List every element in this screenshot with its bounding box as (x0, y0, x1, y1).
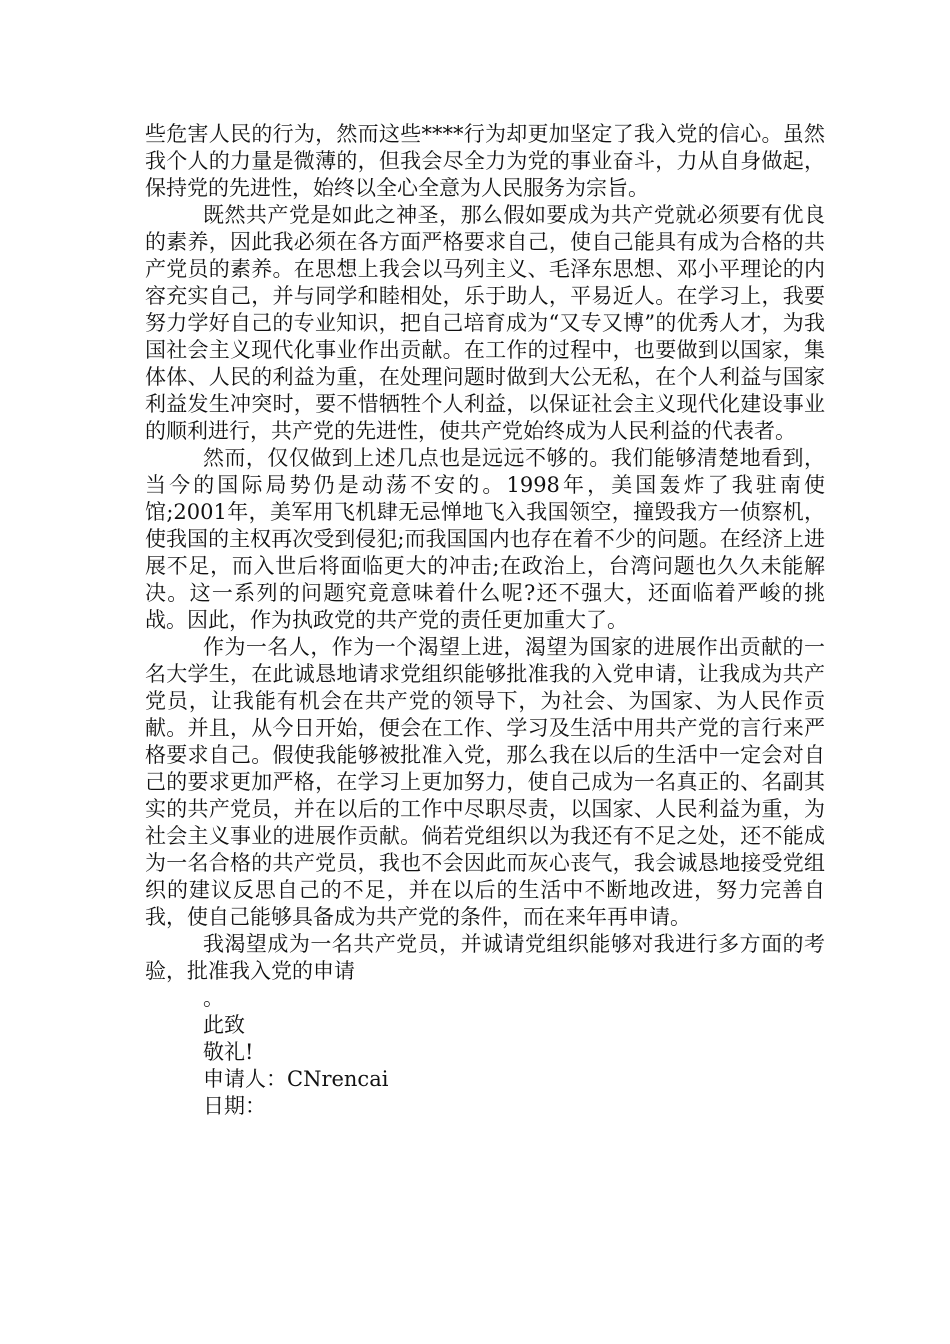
closing-period: 。 (203, 986, 224, 1010)
paragraph-qualities: 既然共产党是如此之神圣，那么假如要成为共产党就必须要有优良的素养，因此我必须在各方面严格要求自己，使自己能具有成为合格的共产党员的素养。在思想上我会以马列主义、毛泽东思想、邓小平理论的内容充实自己，并与同学和睦相处，乐于助人，平易近人。在学习上，我要努力学好自己的专业知识，把自己培育成为“又专又博”的优秀人才，为我国社会主义现代化事业作出贡献。在工作的过程中，也要做到以国家，集体体、人民的利益为重，在处理问题时做到大公无私，在个人利益与国家利益发生冲突时，要不惜牺牲个人利益，以保证社会主义现代化建设事业的顺利进行，共产党的先进性，使共产党始终成为人民利益的代表者。 (145, 203, 825, 443)
paragraph-request: 作为一名人，作为一个渴望上进，渴望为国家的进展作出贡献的一名大学生，在此诚恳地请求党组织能够批准我的入党申请，让我成为共产党员，让我能有机会在共产党的领导下，为社会、为国家、为人民作贡献。并且，从今日开始，便会在工作、学习及生活中用共产党的言行来严格要求自己。假使我能够被批准入党，那么我在以后的生活中一定会对自己的要求更加严格，在学习上更加努力，使自己成为一名真正的、名副其实的共产党员，并在以后的工作中尽职尽责，以国家、人民利益为重，为社会主义事业的进展作贡献。倘若党组织以为我还有不足之处，还不能成为一名合格的共产党员，我也不会因此而灰心丧气，我会诚恳地接受党组织的建议反思自己的不足，并在以后的生活中不断地改进，努力完善自我，使自己能够具备成为共产党的条件，而在来年再申请。 (145, 635, 825, 929)
paragraph-conclusion: 我渴望成为一名共产党员，并诚请党组织能够对我进行多方面的考验，批准我入党的申请 (145, 932, 825, 983)
paragraph-intro: 些危害人民的行为，然而这些****行为却更加坚定了我入党的信心。虽然我个人的力量是微薄的，但我会尽全力为党的事业奋斗，力从自身做起，保持党的先进性，始终以全心全意为人民服务为宗旨。 (145, 122, 825, 200)
paragraph-situation: 然而，仅仅做到上述几点也是远远不够的。我们能够清楚地看到，当今的国际局势仍是动荡不安的。1998年，美国轰炸了我驻南使馆;2001年，美军用飞机肆无忌惮地飞入我国领空，撞毁我方一侦察机，使我国的主权再次受到侵犯;而我国国内也存在着不少的问题。在经济上进展不足，而入世后将面临更大的冲击;在政治上，台湾问题也久久未能解决。这一系列的问题究竟意味着什么呢?还不强大，还面临着严峻的挑战。因此，作为执政党的共产党的责任更加重大了。 (145, 446, 825, 632)
closing-regards: 敬礼! (203, 1040, 254, 1064)
applicant-signature: 申请人：CNrencai (203, 1067, 389, 1091)
closing-salutation: 此致 (203, 1013, 245, 1037)
date-line: 日期： (203, 1094, 266, 1118)
letter-body (145, 121, 825, 1120)
